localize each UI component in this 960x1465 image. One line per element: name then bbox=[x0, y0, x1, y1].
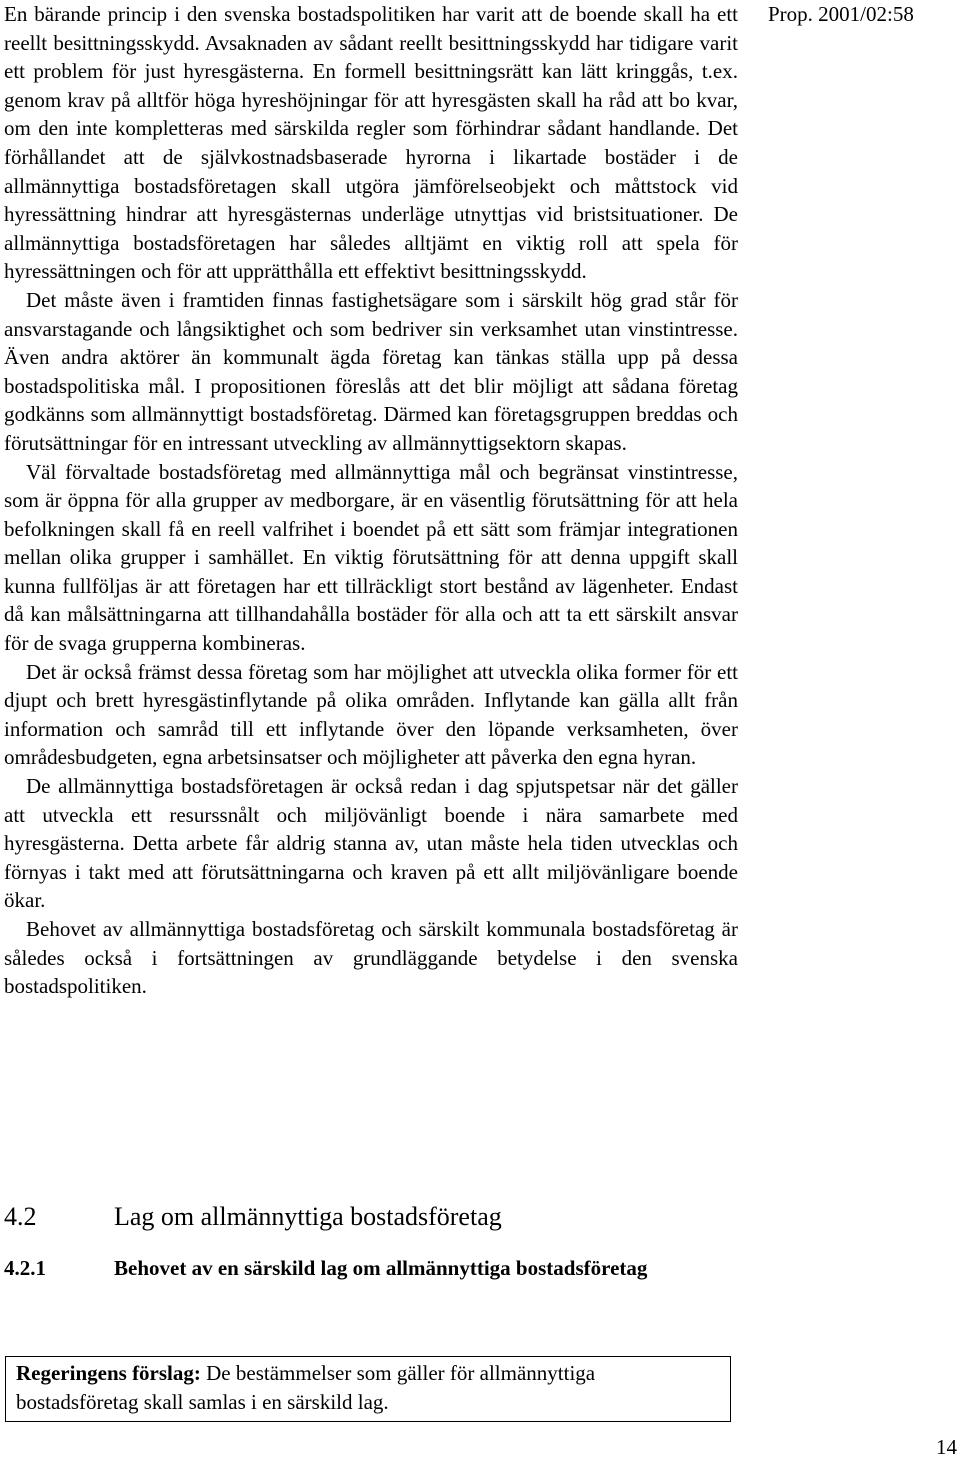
paragraph: Det måste även i framtiden finnas fastighetsägare som i särskilt hög grad står för ansvarstagande och långsiktighet och som bedriver sin verksamhet utan vinstintresse. Även andra aktörer än kommunalt ägda företag kan tänkas ställa upp på dessa bostadspolitiska mål. I propositionen föreslås att det blir möjligt att sådana företag godkänns som allmännyttigt bostadsföretag. Därmed kan företagsgruppen breddas och förutsättningar för en intressant utveckling av allmännyttigsektorn skapas. bbox=[4, 287, 738, 455]
paragraph: De allmännyttiga bostadsföretagen är också redan i dag spjutspetsar när det gäller att utveckla ett resurssnålt och miljövänligt boende i nära samarbete med hyresgästerna. Detta arbete får aldrig stanna av, utan måste hela tiden utvecklas och förnyas i takt med att förutsättningarna och kraven på ett allt miljövänligare boende ökar. bbox=[4, 774, 738, 913]
proposal-text: De bestämmelser som gäller för allmännyttiga bostadsföretag skall samlas i en särskild lag. bbox=[16, 1361, 596, 1414]
paragraph: Behovet av allmännyttiga bostadsföretag och särskilt kommunala bostadsföretag är således också i fortsättningen av grundläggande betydelse i den svenska bostadspolitiken. bbox=[4, 917, 738, 999]
government-proposal-box bbox=[5, 1356, 731, 1422]
margin-reference: Prop. 2001/02:58 bbox=[768, 2, 914, 26]
page-number: 14 bbox=[936, 1435, 957, 1459]
paragraph: Det är också främst dessa företag som har möjlighet att utveckla olika former för ett djupt och brett hyresgästinflytande på olika områden. Inflytande kan gälla allt från information och samråd till ett inflytande över den löpande verksamheten, över områdesbudgeten, egna arbetsinsatser och möjligheter att påverka den egna hyran. bbox=[4, 659, 738, 770]
body-text bbox=[4, 0, 738, 1001]
paragraph: Väl förvaltade bostadsföretag med allmännyttiga mål och begränsat vinstintresse, som är öppna för alla grupper av medborgare, är en väsentlig förutsättning för att hela befolkningen skall få en reell valfrihet i boendet på ett sätt som främjar integrationen mellan olika grupper i samhället. En viktig förutsättning för att denna uppgift skall kunna fullföljas är att företagen har ett tillräckligt stort bestånd av lägenheter. Endast då kan målsättningarna att tillhandahålla bostäder för alla och att ta ett särskilt ansvar för de svaga grupperna kombineras. bbox=[4, 459, 738, 656]
subsection-number: 4.2.1 bbox=[4, 1256, 46, 1280]
section-title: Lag om allmännyttiga bostadsföretag bbox=[114, 1202, 502, 1231]
proposal-lead: Regeringens förslag: bbox=[16, 1361, 201, 1385]
section-heading bbox=[4, 1200, 502, 1234]
paragraph: En bärande princip i den svenska bostadspolitiken har varit att de boende skall ha ett reellt besittningsskydd. Avsaknaden av sådant reellt besittningsskydd har tidigare varit ett problem för just hyresgästerna. En formell besittningsrätt kan lätt kringgås, t.ex. genom krav på alltför höga hyreshöjningar för att hyresgästen skall ha råd att bo kvar, om den inte kompletteras med särskilda regler som förhindrar sådant handlande. Det förhållandet att de självkostnadsbaserade hyrorna i likartade bostäder i de allmännyttiga bostadsföretagen skall utgöra jämförelseobjekt och måttstock vid hyressättning hindrar att hyresgästernas underläge utnyttjas vid bristsituationer. De allmännyttiga bostadsföretagen har således alltjämt en viktig roll att spela för hyressättningen och för att upprätthålla ett effektivt besittningsskydd. bbox=[4, 2, 738, 284]
subsection-title: Behovet av en särskild lag om allmännyttiga bostadsföretag bbox=[114, 1256, 648, 1280]
section-number: 4.2 bbox=[4, 1202, 37, 1231]
